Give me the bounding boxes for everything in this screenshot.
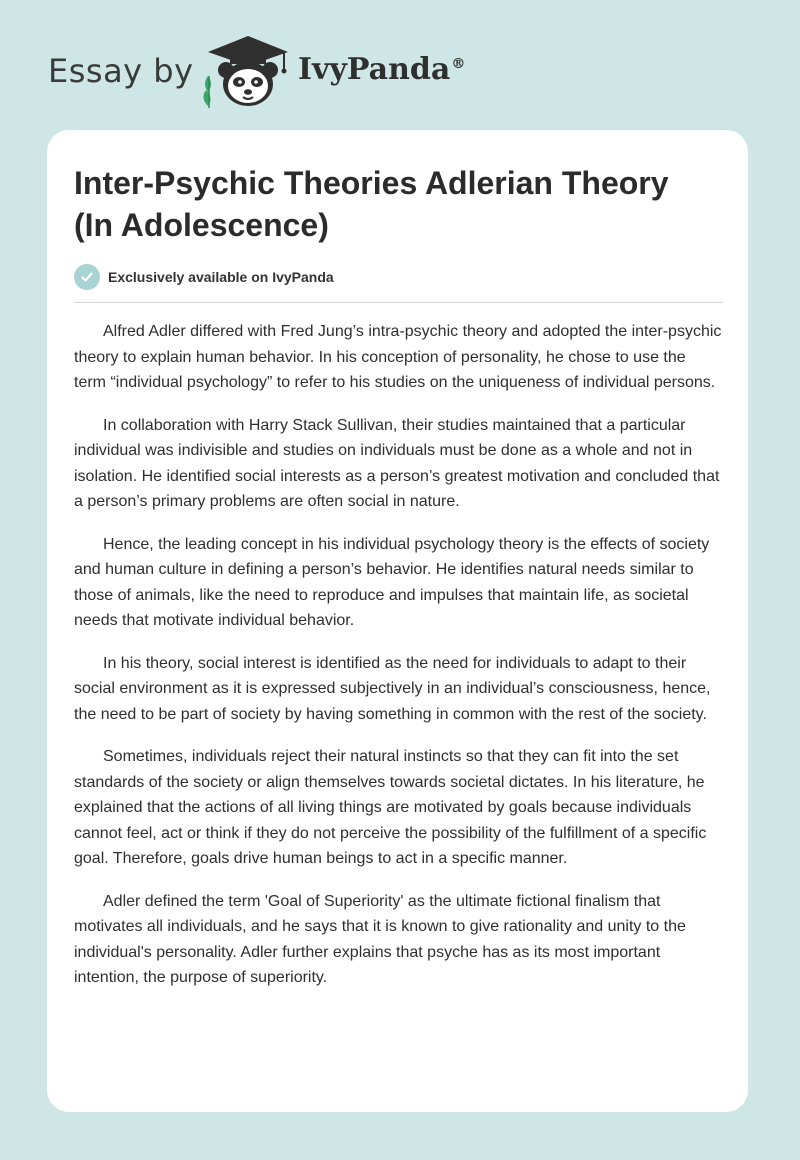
paragraph: Hence, the leading concept in his individual psychology theory is the effects of society and human culture in defining a person’s behavior. He identifies natural needs similar to those of animals, like the need to reproduce and impulses that maintain life, as societal needs that motivate individual behavior.	[74, 535, 710, 629]
brand-name-text: IvyPanda	[298, 52, 451, 87]
site-header	[48, 30, 548, 110]
badge-text: Exclusively available on IvyPanda	[108, 269, 334, 285]
paragraph: In collaboration with Harry Stack Sullivan, their studies maintained that a particular individual was indivisible and studies on individuals must be done as a whole and not in isolation. He identified social interests as a person’s greatest motivation and concluded that a person’s primary problems are often social in nature.	[74, 416, 720, 510]
registered-mark: ®	[451, 56, 466, 72]
paragraph: Sometimes, individuals reject their natural instincts so that they can fit into the set standards of the society or align themselves towards societal dictates. In his literature, he explained that the actions of all living things are motivated by goals because individuals cannot feel, act or think if they do not perceive the possibility of the fulfillment of a specific goal. Therefore, goals drive human beings to act in a specific manner.	[74, 748, 707, 867]
exclusive-badge	[74, 263, 334, 291]
page-title: Inter-Psychic Theories Adlerian Theory (In Adolescence)	[74, 165, 669, 243]
paragraph: In his theory, social interest is identified as the need for individuals to adapt to their social environment as it is expressed subjectively in an individual’s consciousness, hence, the need to be part of society by having something in common with the rest of the society.	[74, 654, 711, 723]
paragraph: Adler defined the term 'Goal of Superiority' as the ultimate fictional finalism that motivates all individuals, and he says that it is known to give rationality and unity to the individual's personality. Adler further explains that psyche has as its most important intention, the purpose of superiority.	[74, 892, 686, 986]
ivypanda-logo[interactable]	[200, 30, 296, 110]
essay-body	[74, 319, 722, 1008]
check-circle-icon	[74, 264, 100, 290]
paragraph: Alfred Adler differed with Fred Jung’s intra-psychic theory and adopted the inter-psychic theory to explain human behavior. In his conception of personality, he chose to use the term “individual psychology” to refer to his studies on the uniqueness of individual persons.	[74, 323, 722, 391]
divider	[74, 302, 723, 303]
brand-name	[298, 52, 465, 87]
panda-graduation-cap-icon	[200, 30, 296, 110]
essay-card	[47, 130, 748, 1112]
essay-by-label: Essay by	[48, 52, 194, 90]
